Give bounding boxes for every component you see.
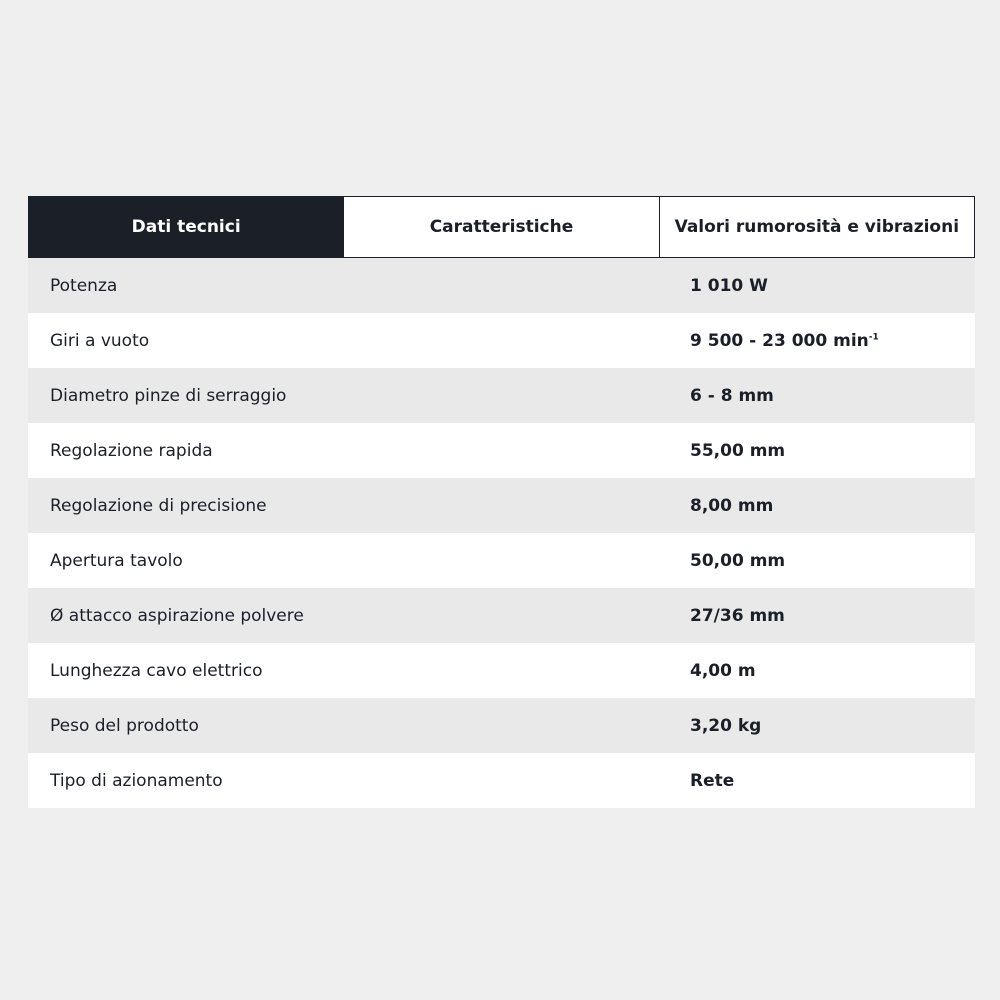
spec-label: Peso del prodotto xyxy=(50,715,199,736)
spec-table xyxy=(28,258,975,808)
spec-label: Regolazione di precisione xyxy=(50,495,267,516)
technical-data-panel xyxy=(28,196,975,808)
spec-row-lunghezza-cavo xyxy=(28,643,975,698)
spec-value: 8,00 mm xyxy=(690,495,774,516)
spec-label: Potenza xyxy=(50,275,118,296)
spec-label: Regolazione rapida xyxy=(50,440,213,461)
spec-value: 4,00 m xyxy=(690,660,756,681)
spec-value: 1 010 W xyxy=(690,275,768,296)
spec-value: 3,20 kg xyxy=(690,715,762,736)
spec-value-superscript: -1 xyxy=(868,331,879,342)
tab-valori-rumorosita[interactable]: Valori rumorosità e vibrazioni xyxy=(660,196,975,258)
spec-label: Ø attacco aspirazione polvere xyxy=(50,605,304,626)
spec-row-tipo-azionamento xyxy=(28,753,975,808)
spec-label: Apertura tavolo xyxy=(50,550,183,571)
spec-label: Lunghezza cavo elettrico xyxy=(50,660,263,681)
spec-label: Tipo di azionamento xyxy=(50,770,223,791)
spec-value: 50,00 mm xyxy=(690,550,786,571)
spec-row-regolazione-precisione xyxy=(28,478,975,533)
spec-row-regolazione-rapida xyxy=(28,423,975,478)
spec-value: 9 500 - 23 000 min xyxy=(690,330,869,351)
spec-value-wrapper xyxy=(690,331,879,351)
spec-row-diametro-pinze xyxy=(28,368,975,423)
spec-row-peso-prodotto xyxy=(28,698,975,753)
spec-label: Giri a vuoto xyxy=(50,330,150,351)
spec-row-potenza xyxy=(28,258,975,313)
spec-label: Diametro pinze di serraggio xyxy=(50,385,287,406)
spec-value: Rete xyxy=(690,770,735,791)
spec-row-giri-a-vuoto xyxy=(28,313,975,368)
spec-value: 27/36 mm xyxy=(690,605,785,626)
spec-row-attacco-aspirazione xyxy=(28,588,975,643)
spec-row-apertura-tavolo xyxy=(28,533,975,588)
spec-value: 55,00 mm xyxy=(690,440,786,461)
tab-dati-tecnici[interactable]: Dati tecnici xyxy=(28,196,344,258)
tab-caratteristiche[interactable]: Caratteristiche xyxy=(344,196,659,258)
tab-bar xyxy=(28,196,975,258)
spec-value: 6 - 8 mm xyxy=(690,385,774,406)
